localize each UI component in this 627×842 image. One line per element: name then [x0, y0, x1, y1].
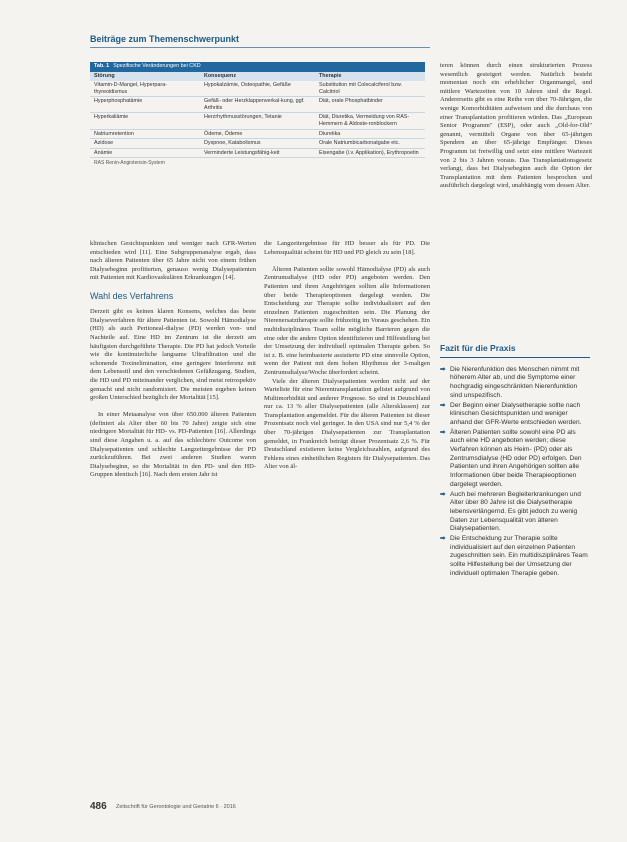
paragraph: In einer Metaanalyse von über 650.000 älteren Patienten (definiert als Alter über 60 bis 70 Jahre) zeigte sich eine niedrigere Mortalität für HD- vs. PD-Patienten [16]. Allerdings sind diese Angaben u. a. auf das schlechtere Outcome von Dialysepatienten und schlechte Langzeitergebnisse der PD zurückzuführen. Bei zwei anderen Studien waren Dialysebeginn, so die Mortalität in den PD- und den HD-Gruppen identisch [16]. Nach dem ersten Jahr ist [90, 411, 256, 479]
table-cell: Diät, Diuretika, Vermeidung von RAS-Hemmern & Aldoste-ronblockern [319, 114, 410, 127]
table-cell: Hyperkaliämie [94, 114, 129, 121]
paragraph: Derzeit gibt es keinen klaren Konsens, welches das beste Dialyseverfahren für ältere Patienten ist. Sowohl Hämodialyse (HD) als auch Peritoneal-dialyse (PD) werden von- und Nachteile auf. Eine HD im Zentrum ist die derzeit am häufigsten durchgeführte Therapie. Die PD hat jedoch Vorteile wie die kontinuierliche langsame Ultrafiltration und die schonende Toxinelimination, eine geringere Interferenz mit dem Lebensstil und den verschiedenen Gefäßzugang. Studien, die HD und PD miteinander verglichen, sind meist retrospektiv gemacht und nicht randomisiert. Die meisten ergeben keinen großen Unterschied bezüglich der Mortalität [15]. [90, 308, 256, 402]
table-row [90, 130, 425, 140]
arrow-icon: ➡ [440, 490, 446, 498]
section-header: Beiträge zum Themenschwerpunkt [90, 34, 240, 44]
table-cell: Verminderte Leistungsfähig-keit [204, 149, 280, 156]
table-cell: Herzrhythmusstörungen, Tetanie [204, 114, 282, 121]
list-item-text: Die Nierenfunktion des Menschen nimmt mit höherem Alter ab, und die Symptome einer hochgradig eingeschränkten Nierenfunktion sind unspezifisch. [450, 365, 580, 399]
table-number: Tab. 1 [94, 63, 110, 69]
table-cell: Eisengabe (i.v. Applikation), Erythropoetin [319, 149, 419, 156]
table-row [90, 113, 425, 129]
list-item-text: Auch bei mehreren Begleiterkrankungen und Alter über 80 Jahre ist die Dialysetherapie lebensverlängernd. Es gibt jedoch zu wenig Daten zur Lebensqualität von älteren Dialysepatienten. [450, 490, 581, 533]
paragraph: Älteren Patienten sollte sowohl Hämodialyse (PD) als auch Zentrumsdialyse (HD oder PD) angeboten werden. Den Patienten und ihren Angehörigen sollten alle Informationen über beide Therapieoptionen dargelegt werden. Die Entscheidung zur Therapie sollte individualisiert auf den einzelnen Patienten zugeschnitten sein. Die Planung der Nierenersatztherapie sollte frühzeitig im Voraus geschehen. Ein multidisziplinäres Team sollte mögliche Barrieren gegen die eine oder die andere Option identifizieren und Hilfestellung bei der Umsetzung der individuell optimalen Therapie geben. So ist z. B. eine heimbasierte assistierte PD eine sinnvolle Option, wenn der Patient mit dem hohen Rhythmus der 3-maligen Zentrumsdialyse/Woche überfordert scheint. [264, 265, 430, 376]
table-header-row [90, 72, 425, 81]
table-cell: Ödeme, Ödeme [204, 130, 243, 137]
paragraph: teren können durch einen strukturierten Prozess wesentlich gesteigert werden. Natürlich besteht momentan noch ein erheblicher Organmangel, und mittlere Wartezeiten von 10 Jahren sind die Regel. Andererseits gibt es eine Reihe von über 70-Jährigen, die wenige Komorbiditäten aufweisen und die durchaus von einer Transplantation profitieren würden. Das „European Senior Programm" (ESP), oder auch „Old-for-Old" genannt, vermittelt Organe von über 65-jährigen Spendern an über 65-jährige Empfänger. Dieses Programm ist freiwillig und setzt eine mittlere Wartezeit von 2 bis 3 Jahren voraus. Das Transplantationsgesetz verlangt, dass bei Dialysebeginn auch die Option der Transplantation mit dem Patienten besprochen und ausführlich dargelegt wird, unabhängig vom dessen Alter. [440, 62, 592, 190]
table-row [90, 97, 425, 113]
arrow-icon: ➡ [440, 401, 446, 409]
table-cell: Diuretika [319, 130, 341, 137]
list-item-text: Der Beginn einer Dialysetherapie sollte nach klinischen Gesichtspunkten und weniger anhand der GFR-Werte entschieden werden. [450, 401, 582, 426]
arrow-icon: ➡ [440, 535, 446, 543]
paragraph: klinischen Gesichtspunkten und weniger nach GFR-Werten entschieden wird [11]. Eine Subgruppenanalyse ergab, dass nach älteren Patienten über 65 Jahre nicht von einem frühen Dialysebeginn profitierten, genauso wenig Dialysepatienten mit Patienten mit Kardiovaskulären Erkrankungen [14]. [90, 240, 256, 282]
list-item [440, 491, 590, 535]
table-cell: Hyperphosphatämie [94, 98, 143, 105]
list-item-text: Die Entscheidung zur Therapie sollte individualisiert auf den einzelnen Patienten zugeschnitten sein. Ein multidisziplinäres Team sollte Hilfestellung bei der Umsetzung der individuell optimalen Therapie geben. [450, 535, 588, 577]
paragraph: die Langzeitergebnisse für HD besser als für PD. Die Lebensqualität scheint für HD und PD gleich zu sein [18]. [264, 240, 430, 256]
table-caption [90, 62, 425, 72]
table-footnote: RAS Renin-Angiotensin-System [94, 160, 165, 167]
table-cell: Anämie [94, 149, 113, 156]
header-rule [90, 47, 430, 48]
table-header-cell: Konsequenz [204, 73, 237, 80]
list-item [440, 366, 590, 401]
practice-summary-list [440, 366, 590, 579]
table-cell: Substitution mit Colecalciferol bzw. Calcitriol [319, 82, 402, 95]
list-item [440, 429, 590, 490]
practice-summary-box [440, 344, 590, 580]
table-row [90, 81, 425, 97]
page-number: 486 [90, 801, 107, 812]
table-header-cell: Therapie [319, 73, 342, 80]
table-row [90, 149, 425, 159]
table-cell: Natriumretention [94, 130, 134, 137]
section-heading: Wahl des Verfahrens [90, 290, 174, 301]
list-item [440, 535, 590, 579]
table-cell: Azidose [94, 140, 114, 147]
arrow-icon: ➡ [440, 428, 446, 436]
list-item-text: Älteren Patienten sollte sowohl eine PD als auch eine HD angeboten werden; diese Verfahren können als Heim- (PD) oder als Zentrumsdialyse (HD oder PD) erfolgen. Den Patienten und ihren Angehörigen sollten alle Informationen über beide Therapieoptionen dargelegt werden. [450, 428, 582, 488]
practice-summary-title: Fazit für die Praxis [440, 344, 590, 358]
list-item [440, 402, 590, 428]
table-cell: Vitamin-D-Mangel, Hyperpara-thyreoidismus [94, 82, 167, 95]
table-row [90, 139, 425, 149]
journal-footer: Zeitschrift für Gerontologie und Geriatrie 6 · 2016 [116, 804, 236, 810]
text-column-1 [90, 240, 256, 480]
table-header-cell: Störung [94, 73, 115, 80]
text-column-2 [264, 240, 430, 472]
table-1 [90, 62, 425, 169]
table-cell: Dyspnoe, Katabolismus [204, 140, 261, 147]
table-caption-text: Spezifische Veränderungen bei CKD [113, 63, 201, 69]
text-column-3 [440, 62, 592, 200]
table-cell: Gefäß- oder Herzklappenverkal-kung, ggf. Arthritis [204, 98, 305, 111]
table-cell: Hypokalzämie, Osteopathie, Gefäße [204, 82, 291, 88]
table-cell: Diät, orale Phosphatbinder [319, 98, 383, 105]
table-cell: Orale Natriumbicarbonatgabe etc. [319, 140, 400, 147]
paragraph: Viele der älteren Dialysepatienten werden nicht auf der Warteliste für eine Nierentransplantation gelistet aufgrund von Multimorbidität und anderer Prognose. So sind in Deutschland nur ca. 13 % aller Dialysepatienten (alle Altersklassen) zur Transplantation angemeldet. Für die älteren Patienten ist dieser Prozentsatz noch viel geringer. In den USA sind nur 5,4 % der über 70-jährigen Dialysepatienten zur Transplantation gemeldet, in Frankreich beträgt dieser Prozentsatz 2,6 %. Für Deutschland existieren keine Vergleichszahlen, aufgrund des Fehlens eines einheitlichen Registers für Dialysepatienten. Das Alter von äl- [264, 377, 430, 471]
arrow-icon: ➡ [440, 365, 446, 373]
